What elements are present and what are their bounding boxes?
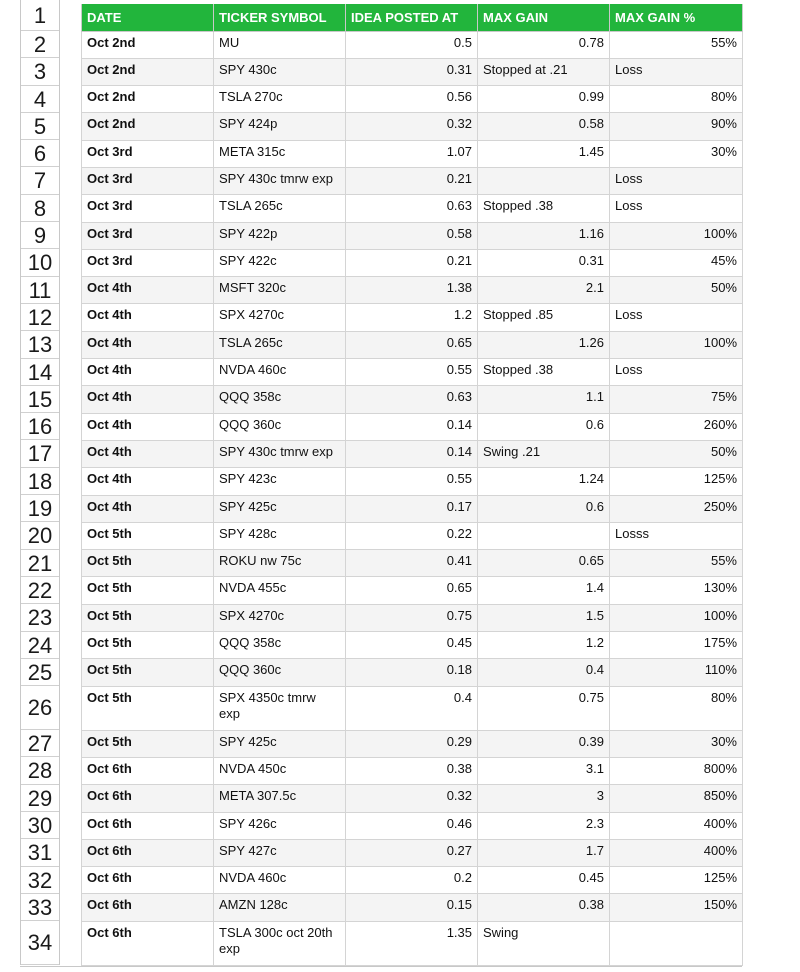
header-max-gain[interactable]: MAX GAIN <box>478 4 610 31</box>
max-gain-pct-cell[interactable]: 75% <box>610 386 743 413</box>
row-number[interactable]: 27 <box>21 730 59 757</box>
max-gain-pct-cell[interactable]: 55% <box>610 550 743 577</box>
max-gain-cell[interactable]: 1.4 <box>478 577 610 604</box>
table-row <box>82 113 743 140</box>
posted-at-cell[interactable]: 0.22 <box>346 522 478 549</box>
ticker-cell[interactable]: TSLA 265c <box>214 331 346 358</box>
row-number[interactable]: 17 <box>21 440 59 467</box>
max-gain-cell[interactable]: 0.58 <box>478 113 610 140</box>
table-row <box>82 839 743 866</box>
ticker-cell[interactable]: SPX 4270c <box>214 304 346 331</box>
ticker-cell[interactable]: TSLA 300c oct 20th exp <box>214 921 346 965</box>
max-gain-pct-cell[interactable]: 175% <box>610 632 743 659</box>
posted-at-cell[interactable]: 0.65 <box>346 331 478 358</box>
date-cell[interactable]: Oct 4th <box>82 386 214 413</box>
max-gain-pct-cell[interactable]: 45% <box>610 249 743 276</box>
posted-at-cell[interactable]: 0.21 <box>346 249 478 276</box>
row-number[interactable]: 28 <box>21 757 59 784</box>
max-gain-cell[interactable]: 0.31 <box>478 249 610 276</box>
ticker-cell[interactable]: SPY 423c <box>214 468 346 495</box>
max-gain-cell[interactable]: Swing <box>478 921 610 965</box>
posted-at-cell[interactable]: 0.14 <box>346 440 478 467</box>
ticker-cell[interactable]: META 307.5c <box>214 785 346 812</box>
table-row <box>82 331 743 358</box>
posted-at-cell[interactable]: 0.15 <box>346 894 478 921</box>
row-number[interactable]: 21 <box>21 550 59 577</box>
max-gain-cell[interactable]: 0.99 <box>478 86 610 113</box>
max-gain-pct-cell[interactable]: 80% <box>610 86 743 113</box>
ticker-cell[interactable]: NVDA 460c <box>214 867 346 894</box>
max-gain-cell[interactable]: Stopped at .21 <box>478 58 610 85</box>
max-gain-pct-cell[interactable]: 30% <box>610 140 743 167</box>
table-row <box>82 140 743 167</box>
date-cell[interactable]: Oct 5th <box>82 659 214 686</box>
ticker-cell[interactable]: NVDA 455c <box>214 577 346 604</box>
max-gain-pct-cell[interactable]: 130% <box>610 577 743 604</box>
date-cell[interactable]: Oct 4th <box>82 495 214 522</box>
ticker-cell[interactable]: NVDA 460c <box>214 359 346 386</box>
max-gain-cell[interactable]: 1.16 <box>478 222 610 249</box>
date-cell[interactable]: Oct 3rd <box>82 140 214 167</box>
row-number[interactable]: 5 <box>21 113 59 140</box>
max-gain-cell[interactable]: 0.4 <box>478 659 610 686</box>
ticker-cell[interactable]: SPY 422c <box>214 249 346 276</box>
header-ticker-symbol[interactable]: TICKER SYMBOL <box>214 4 346 31</box>
date-cell[interactable]: Oct 4th <box>82 413 214 440</box>
date-cell[interactable]: Oct 4th <box>82 359 214 386</box>
table-row <box>82 359 743 386</box>
table-row <box>82 440 743 467</box>
date-cell[interactable]: Oct 5th <box>82 577 214 604</box>
date-cell[interactable]: Oct 6th <box>82 785 214 812</box>
max-gain-cell[interactable]: 1.1 <box>478 386 610 413</box>
ticker-cell[interactable]: SPY 424p <box>214 113 346 140</box>
ticker-cell[interactable]: SPY 426c <box>214 812 346 839</box>
ticker-cell[interactable]: AMZN 128c <box>214 894 346 921</box>
posted-at-cell[interactable]: 0.5 <box>346 31 478 58</box>
max-gain-cell[interactable]: 3.1 <box>478 757 610 784</box>
table-row <box>82 550 743 577</box>
date-cell[interactable]: Oct 6th <box>82 839 214 866</box>
row-number[interactable]: 9 <box>21 222 59 249</box>
max-gain-pct-cell[interactable]: Loss <box>610 167 743 194</box>
date-cell[interactable]: Oct 2nd <box>82 31 214 58</box>
table-row <box>82 812 743 839</box>
row-number[interactable]: 18 <box>21 468 59 495</box>
max-gain-cell[interactable]: 0.75 <box>478 686 610 730</box>
date-cell[interactable]: Oct 5th <box>82 522 214 549</box>
table-row <box>82 86 743 113</box>
date-cell[interactable]: Oct 4th <box>82 468 214 495</box>
ticker-cell[interactable]: MSFT 320c <box>214 277 346 304</box>
row-number[interactable]: 29 <box>21 785 59 812</box>
row-number[interactable]: 3 <box>21 58 59 85</box>
header-date[interactable]: DATE <box>82 4 214 31</box>
row-number[interactable]: 2 <box>21 31 59 58</box>
posted-at-cell[interactable]: 0.31 <box>346 58 478 85</box>
row-number[interactable]: 14 <box>21 359 59 386</box>
posted-at-cell[interactable]: 0.45 <box>346 632 478 659</box>
table-row <box>82 249 743 276</box>
ticker-cell[interactable]: SPX 4350c tmrw exp <box>214 686 346 730</box>
max-gain-pct-cell[interactable]: 125% <box>610 468 743 495</box>
date-cell[interactable]: Oct 3rd <box>82 249 214 276</box>
row-number[interactable]: 20 <box>21 522 59 549</box>
trade-ideas-table <box>81 4 743 966</box>
max-gain-cell[interactable]: 0.39 <box>478 730 610 757</box>
max-gain-cell[interactable]: 1.7 <box>478 839 610 866</box>
max-gain-cell[interactable]: 0.78 <box>478 31 610 58</box>
max-gain-cell[interactable]: 1.5 <box>478 604 610 631</box>
header-idea-posted-at[interactable]: IDEA POSTED AT <box>346 4 478 31</box>
ticker-cell[interactable]: SPY 430c tmrw exp <box>214 440 346 467</box>
posted-at-cell[interactable]: 1.35 <box>346 921 478 965</box>
ticker-cell[interactable]: SPX 4270c <box>214 604 346 631</box>
posted-at-cell[interactable]: 0.32 <box>346 785 478 812</box>
posted-at-cell[interactable]: 0.58 <box>346 222 478 249</box>
ticker-cell[interactable]: QQQ 360c <box>214 413 346 440</box>
posted-at-cell[interactable]: 0.63 <box>346 386 478 413</box>
table-row <box>82 304 743 331</box>
max-gain-pct-cell[interactable] <box>610 921 743 965</box>
posted-at-cell[interactable]: 0.55 <box>346 359 478 386</box>
max-gain-pct-cell[interactable]: 100% <box>610 604 743 631</box>
max-gain-pct-cell[interactable]: 50% <box>610 440 743 467</box>
max-gain-cell[interactable]: 1.45 <box>478 140 610 167</box>
row-number[interactable]: 30 <box>21 812 59 839</box>
date-cell[interactable]: Oct 3rd <box>82 195 214 222</box>
max-gain-cell[interactable]: 0.6 <box>478 413 610 440</box>
table-row <box>82 730 743 757</box>
row-number[interactable]: 16 <box>21 413 59 440</box>
table-row <box>82 604 743 631</box>
table-row <box>82 785 743 812</box>
date-cell[interactable]: Oct 5th <box>82 730 214 757</box>
row-number[interactable]: 4 <box>21 86 59 113</box>
date-cell[interactable]: Oct 5th <box>82 604 214 631</box>
ticker-cell[interactable]: NVDA 450c <box>214 757 346 784</box>
next-row-edge <box>20 966 742 972</box>
ticker-cell[interactable]: SPY 427c <box>214 839 346 866</box>
max-gain-pct-cell[interactable]: 90% <box>610 113 743 140</box>
date-cell[interactable]: Oct 5th <box>82 686 214 730</box>
table-row <box>82 195 743 222</box>
posted-at-cell[interactable]: 0.38 <box>346 757 478 784</box>
max-gain-pct-cell[interactable]: 150% <box>610 894 743 921</box>
table-row <box>82 413 743 440</box>
table-row <box>82 757 743 784</box>
row-number[interactable]: 12 <box>21 304 59 331</box>
max-gain-pct-cell[interactable]: 250% <box>610 495 743 522</box>
row-number[interactable]: 7 <box>21 167 59 194</box>
ticker-cell[interactable]: QQQ 358c <box>214 632 346 659</box>
table-row <box>82 921 743 965</box>
ticker-cell[interactable]: SPY 428c <box>214 522 346 549</box>
max-gain-pct-cell[interactable]: 55% <box>610 31 743 58</box>
date-cell[interactable]: Oct 6th <box>82 757 214 784</box>
date-cell[interactable]: Oct 6th <box>82 867 214 894</box>
date-cell[interactable]: Oct 6th <box>82 812 214 839</box>
row-number[interactable]: 13 <box>21 331 59 358</box>
posted-at-cell[interactable]: 1.2 <box>346 304 478 331</box>
posted-at-cell[interactable]: 0.75 <box>346 604 478 631</box>
ticker-cell[interactable]: SPY 425c <box>214 730 346 757</box>
date-cell[interactable]: Oct 4th <box>82 331 214 358</box>
posted-at-cell[interactable]: 0.56 <box>346 86 478 113</box>
posted-at-cell[interactable]: 0.29 <box>346 730 478 757</box>
max-gain-pct-cell[interactable]: 80% <box>610 686 743 730</box>
table-row <box>82 894 743 921</box>
ticker-cell[interactable]: ROKU nw 75c <box>214 550 346 577</box>
table-row <box>82 468 743 495</box>
date-cell[interactable]: Oct 4th <box>82 440 214 467</box>
table-row <box>82 522 743 549</box>
ticker-cell[interactable]: SPY 430c tmrw exp <box>214 167 346 194</box>
ticker-cell[interactable]: SPY 425c <box>214 495 346 522</box>
posted-at-cell[interactable]: 1.38 <box>346 277 478 304</box>
date-cell[interactable]: Oct 5th <box>82 632 214 659</box>
max-gain-pct-cell[interactable]: 30% <box>610 730 743 757</box>
max-gain-cell[interactable]: Stopped .38 <box>478 359 610 386</box>
table-row <box>82 58 743 85</box>
header-max-gain-pct[interactable]: MAX GAIN % <box>610 4 743 31</box>
row-number[interactable]: 26 <box>21 686 59 730</box>
max-gain-pct-cell[interactable]: 125% <box>610 867 743 894</box>
max-gain-cell[interactable]: 0.6 <box>478 495 610 522</box>
ticker-cell[interactable]: MU <box>214 31 346 58</box>
table-row <box>82 686 743 730</box>
max-gain-cell[interactable]: 3 <box>478 785 610 812</box>
posted-at-cell[interactable]: 0.18 <box>346 659 478 686</box>
ticker-cell[interactable]: SPY 422p <box>214 222 346 249</box>
table-row <box>82 867 743 894</box>
max-gain-cell[interactable]: 0.45 <box>478 867 610 894</box>
posted-at-cell[interactable]: 0.55 <box>346 468 478 495</box>
max-gain-pct-cell[interactable]: Loss <box>610 359 743 386</box>
posted-at-cell[interactable]: 0.63 <box>346 195 478 222</box>
row-number[interactable]: 8 <box>21 195 59 222</box>
ticker-cell[interactable]: QQQ 358c <box>214 386 346 413</box>
max-gain-pct-cell[interactable]: 400% <box>610 812 743 839</box>
max-gain-cell[interactable]: Swing .21 <box>478 440 610 467</box>
date-cell[interactable]: Oct 3rd <box>82 167 214 194</box>
max-gain-pct-cell[interactable]: 50% <box>610 277 743 304</box>
row-number[interactable]: 23 <box>21 604 59 631</box>
row-number[interactable]: 31 <box>21 839 59 866</box>
max-gain-cell[interactable]: 0.65 <box>478 550 610 577</box>
row-number[interactable]: 34 <box>21 921 59 965</box>
posted-at-cell[interactable]: 0.41 <box>346 550 478 577</box>
table-row <box>82 495 743 522</box>
row-number[interactable]: 11 <box>21 277 59 304</box>
row-number-column <box>20 0 60 965</box>
posted-at-cell[interactable]: 0.27 <box>346 839 478 866</box>
table-row <box>82 222 743 249</box>
date-cell[interactable]: Oct 4th <box>82 304 214 331</box>
max-gain-cell[interactable]: 1.24 <box>478 468 610 495</box>
ticker-cell[interactable]: TSLA 265c <box>214 195 346 222</box>
max-gain-cell[interactable]: 2.3 <box>478 812 610 839</box>
date-cell[interactable]: Oct 2nd <box>82 86 214 113</box>
max-gain-pct-cell[interactable]: 850% <box>610 785 743 812</box>
max-gain-cell[interactable]: 1.2 <box>478 632 610 659</box>
posted-at-cell[interactable]: 0.65 <box>346 577 478 604</box>
ticker-cell[interactable]: QQQ 360c <box>214 659 346 686</box>
row-number[interactable]: 1 <box>21 0 59 31</box>
posted-at-cell[interactable]: 0.4 <box>346 686 478 730</box>
row-number[interactable]: 10 <box>21 249 59 276</box>
max-gain-cell[interactable]: 2.1 <box>478 277 610 304</box>
table-row <box>82 167 743 194</box>
max-gain-pct-cell[interactable]: Loss <box>610 304 743 331</box>
header-row <box>82 4 743 31</box>
max-gain-pct-cell[interactable]: 110% <box>610 659 743 686</box>
table-row <box>82 577 743 604</box>
row-number[interactable]: 32 <box>21 867 59 894</box>
max-gain-pct-cell[interactable]: Loss <box>610 58 743 85</box>
posted-at-cell[interactable]: 0.46 <box>346 812 478 839</box>
date-cell[interactable]: Oct 3rd <box>82 222 214 249</box>
posted-at-cell[interactable]: 0.21 <box>346 167 478 194</box>
max-gain-pct-cell[interactable]: 400% <box>610 839 743 866</box>
ticker-cell[interactable]: TSLA 270c <box>214 86 346 113</box>
date-cell[interactable]: Oct 5th <box>82 550 214 577</box>
row-number[interactable]: 19 <box>21 495 59 522</box>
max-gain-pct-cell[interactable]: Loss <box>610 195 743 222</box>
table-row <box>82 386 743 413</box>
max-gain-cell[interactable] <box>478 522 610 549</box>
ticker-cell[interactable]: META 315c <box>214 140 346 167</box>
posted-at-cell[interactable]: 0.14 <box>346 413 478 440</box>
max-gain-cell[interactable]: 0.38 <box>478 894 610 921</box>
posted-at-cell[interactable]: 0.2 <box>346 867 478 894</box>
posted-at-cell[interactable]: 0.17 <box>346 495 478 522</box>
posted-at-cell[interactable]: 1.07 <box>346 140 478 167</box>
table-row <box>82 659 743 686</box>
max-gain-pct-cell[interactable]: 100% <box>610 222 743 249</box>
posted-at-cell[interactable]: 0.32 <box>346 113 478 140</box>
max-gain-pct-cell[interactable]: 260% <box>610 413 743 440</box>
max-gain-pct-cell[interactable]: Losss <box>610 522 743 549</box>
row-number[interactable]: 25 <box>21 659 59 686</box>
max-gain-cell[interactable] <box>478 167 610 194</box>
date-cell[interactable]: Oct 6th <box>82 921 214 965</box>
row-number[interactable]: 15 <box>21 386 59 413</box>
date-cell[interactable]: Oct 6th <box>82 894 214 921</box>
row-number[interactable]: 24 <box>21 632 59 659</box>
max-gain-cell[interactable]: Stopped .38 <box>478 195 610 222</box>
max-gain-pct-cell[interactable]: 100% <box>610 331 743 358</box>
table-row <box>82 31 743 58</box>
date-cell[interactable]: Oct 2nd <box>82 113 214 140</box>
table-row <box>82 277 743 304</box>
row-number[interactable]: 22 <box>21 577 59 604</box>
max-gain-cell[interactable]: Stopped .85 <box>478 304 610 331</box>
max-gain-pct-cell[interactable]: 800% <box>610 757 743 784</box>
date-cell[interactable]: Oct 4th <box>82 277 214 304</box>
date-cell[interactable]: Oct 2nd <box>82 58 214 85</box>
max-gain-cell[interactable]: 1.26 <box>478 331 610 358</box>
row-number[interactable]: 33 <box>21 894 59 921</box>
ticker-cell[interactable]: SPY 430c <box>214 58 346 85</box>
row-number[interactable]: 6 <box>21 140 59 167</box>
table-row <box>82 632 743 659</box>
